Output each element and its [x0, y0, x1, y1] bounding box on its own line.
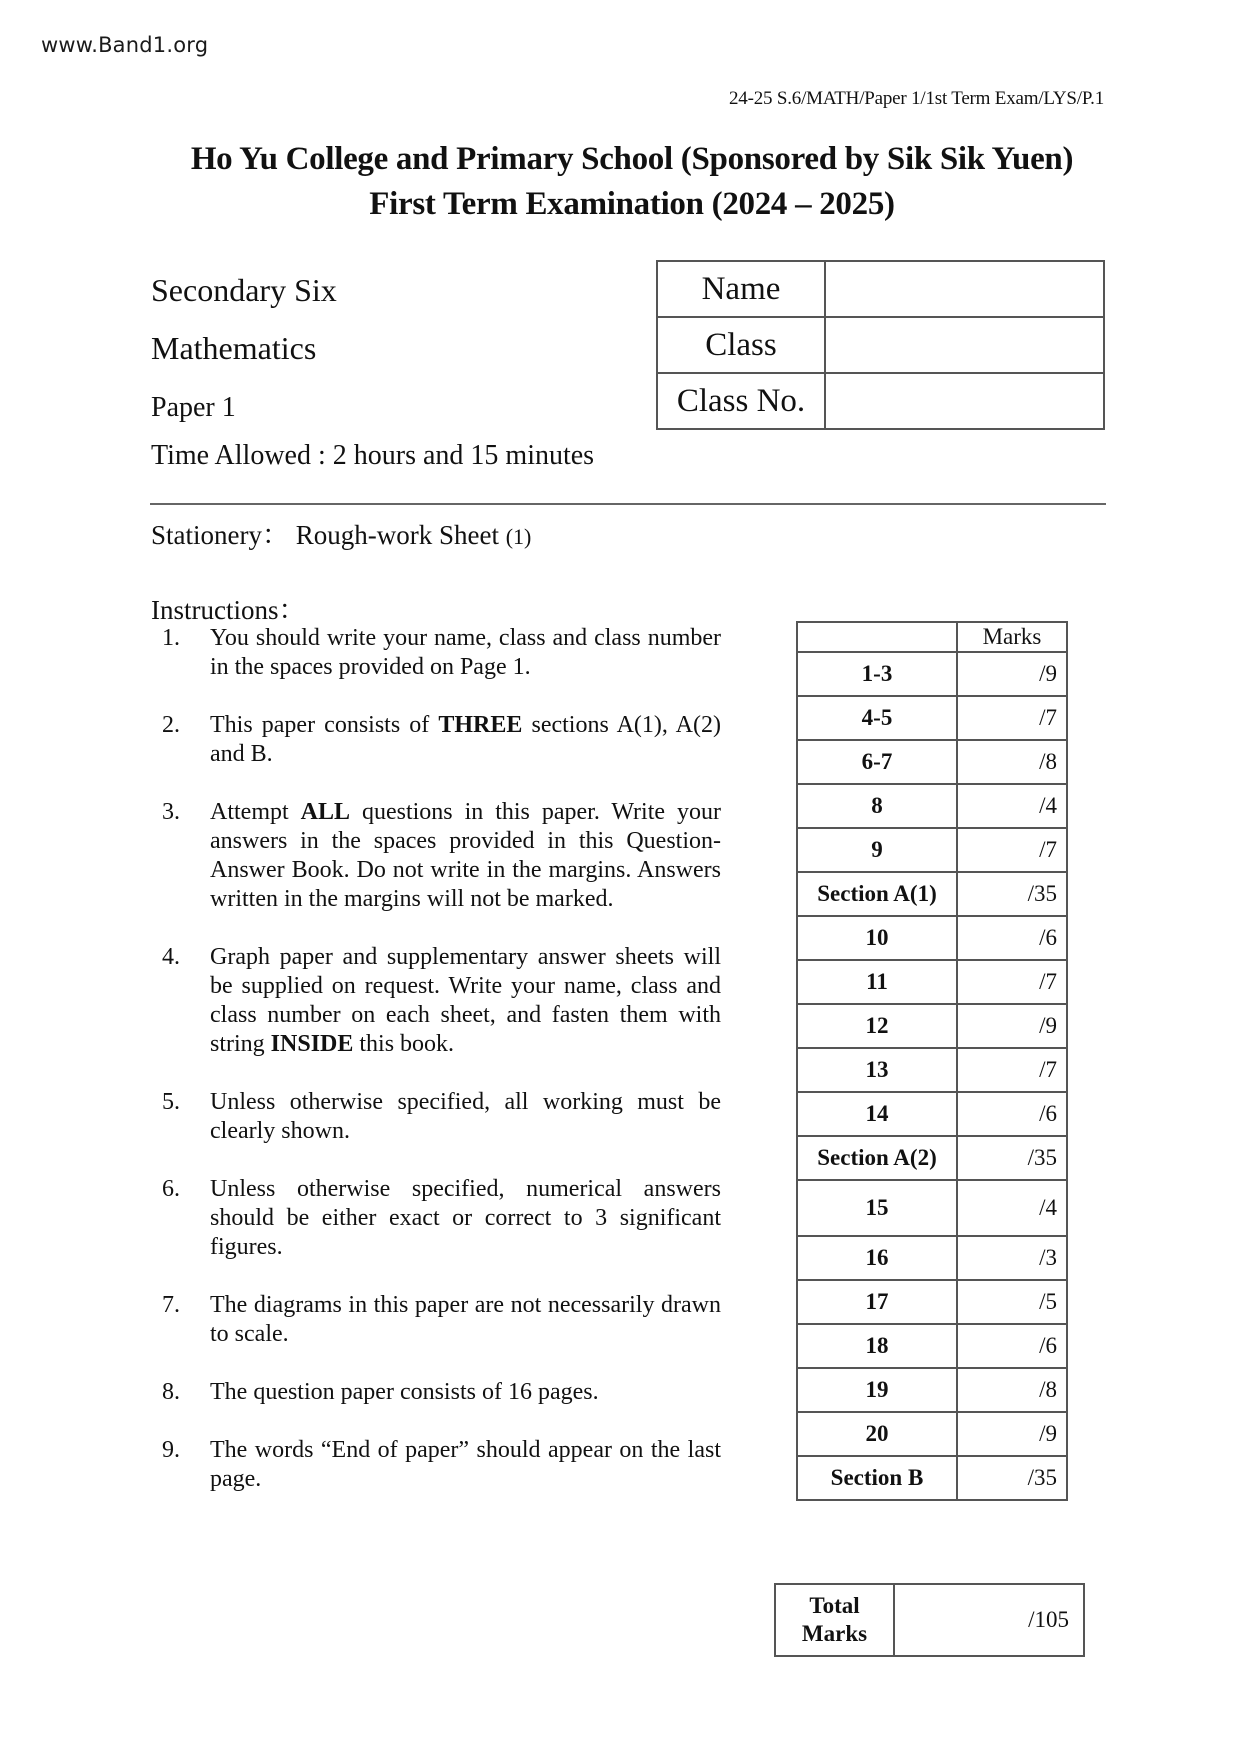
name-field[interactable]	[825, 261, 1104, 317]
question-cell: 20	[797, 1412, 957, 1456]
marks-row	[797, 872, 1067, 916]
marks-cell[interactable]: /7	[957, 1048, 1067, 1092]
question-cell: Section A(1)	[797, 872, 957, 916]
instruction-text	[210, 943, 721, 1059]
marks-cell[interactable]: /7	[957, 960, 1067, 1004]
instruction-number: 4.	[162, 944, 180, 970]
marks-row	[797, 1324, 1067, 1368]
marks-row	[797, 1004, 1067, 1048]
exam-title: First Term Examination (2024 – 2025)	[369, 186, 895, 222]
subject: Mathematics	[151, 330, 317, 366]
question-cell: Section B	[797, 1456, 957, 1500]
class-row	[657, 317, 1104, 373]
instruction-text	[210, 1378, 721, 1407]
total-marks-row	[775, 1584, 1084, 1656]
marks-row	[797, 696, 1067, 740]
marks-table	[796, 621, 1068, 1501]
marks-row	[797, 1048, 1067, 1092]
question-cell: 9	[797, 828, 957, 872]
instruction-number: 6.	[162, 1176, 180, 1202]
total-label-line1: Total	[809, 1593, 860, 1618]
instruction-number: 8.	[162, 1379, 180, 1405]
marks-row	[797, 960, 1067, 1004]
marks-cell[interactable]: /7	[957, 696, 1067, 740]
instruction-item	[151, 798, 721, 914]
question-header	[797, 622, 957, 652]
instruction-text	[210, 1436, 721, 1494]
question-cell: 12	[797, 1004, 957, 1048]
instruction-text	[210, 624, 721, 682]
total-marks-label	[775, 1584, 894, 1656]
class-label: Class	[657, 317, 825, 373]
marks-cell[interactable]: /3	[957, 1236, 1067, 1280]
text-run: The words “End of paper” should appear on the last page.	[210, 1437, 721, 1492]
question-cell: 16	[797, 1236, 957, 1280]
instruction-number: 3.	[162, 799, 180, 825]
instruction-number: 9.	[162, 1437, 180, 1463]
instruction-number: 1.	[162, 625, 180, 651]
instruction-item	[151, 624, 721, 682]
marks-row	[797, 652, 1067, 696]
emphasis-text: ALL	[300, 799, 350, 825]
instructions-title: Instructions：	[151, 595, 306, 625]
student-info-table	[656, 260, 1105, 430]
class-field[interactable]	[825, 317, 1104, 373]
paper-reference: 24-25 S.6/MATH/Paper 1/1st Term Exam/LYS/P.1	[728, 88, 1104, 109]
marks-cell[interactable]: /35	[957, 872, 1067, 916]
marks-cell[interactable]: /9	[957, 1412, 1067, 1456]
school-name: Ho Yu College and Primary School (Sponsored by Sik Sik Yuen)	[190, 141, 1074, 177]
total-marks-table	[774, 1583, 1085, 1657]
instruction-item	[151, 943, 721, 1059]
time-allowed: Time Allowed : 2 hours and 15 minutes	[151, 440, 595, 471]
instruction-item	[151, 1088, 721, 1146]
marks-cell[interactable]: /9	[957, 652, 1067, 696]
question-cell: 19	[797, 1368, 957, 1412]
instruction-text	[210, 1088, 721, 1146]
text-run: You should write your name, class and class number in the spaces provided on Page 1.	[210, 625, 721, 680]
question-cell: 18	[797, 1324, 957, 1368]
question-cell: 14	[797, 1092, 957, 1136]
text-run: questions in this paper. Write your answers in the spaces provided in this Question-Answer Book. Do not write in the margins. Answers written in the margins will not be marked.	[210, 799, 721, 912]
marks-row	[797, 1456, 1067, 1500]
marks-cell[interactable]: /8	[957, 1368, 1067, 1412]
text-run: This paper consists of	[210, 712, 439, 738]
class-no-row	[657, 373, 1104, 429]
marks-cell[interactable]: /5	[957, 1280, 1067, 1324]
class-no-label: Class No.	[657, 373, 825, 429]
marks-cell[interactable]: /35	[957, 1136, 1067, 1180]
question-cell: Section A(2)	[797, 1136, 957, 1180]
instruction-item	[151, 1436, 721, 1494]
stationery	[151, 513, 531, 552]
stationery-item: Rough-work Sheet	[288, 520, 506, 550]
marks-header: Marks	[957, 622, 1067, 652]
text-run: Unless otherwise specified, numerical answers should be either exact or correct to 3 significant figures.	[210, 1176, 721, 1260]
total-marks-value[interactable]: /105	[894, 1584, 1084, 1656]
marks-cell[interactable]: /9	[957, 1004, 1067, 1048]
text-run: Graph paper and supplementary answer sheets will be supplied on request. Write your name, class and class number on each sheet, and fasten them with string	[210, 944, 721, 1057]
instruction-item	[151, 1175, 721, 1262]
marks-cell[interactable]: /4	[957, 1180, 1067, 1236]
instruction-number: 5.	[162, 1089, 180, 1115]
stationery-count: (1)	[505, 524, 532, 549]
emphasis-text: INSIDE	[270, 1031, 354, 1057]
instruction-text	[210, 1291, 721, 1349]
instruction-number: 2.	[162, 712, 180, 738]
instruction-item	[151, 1378, 721, 1407]
marks-cell[interactable]: /4	[957, 784, 1067, 828]
level: Secondary Six	[151, 272, 337, 308]
watermark: www.Band1.org	[41, 33, 209, 57]
question-cell: 10	[797, 916, 957, 960]
marks-table-header	[797, 622, 1067, 652]
text-run: The question paper consists of 16 pages.	[210, 1379, 599, 1405]
marks-cell[interactable]: /6	[957, 1092, 1067, 1136]
instruction-text	[210, 711, 721, 769]
marks-row	[797, 1180, 1067, 1236]
marks-row	[797, 828, 1067, 872]
instruction-item	[151, 1291, 721, 1349]
marks-row	[797, 1092, 1067, 1136]
name-row	[657, 261, 1104, 317]
question-cell: 8	[797, 784, 957, 828]
name-label: Name	[657, 261, 825, 317]
text-run: this book.	[353, 1031, 455, 1057]
instruction-text	[210, 798, 721, 914]
instruction-item	[151, 711, 721, 769]
marks-cell[interactable]: /8	[957, 740, 1067, 784]
question-cell: 11	[797, 960, 957, 1004]
emphasis-text: THREE	[438, 712, 523, 738]
marks-cell[interactable]: /35	[957, 1456, 1067, 1500]
stationery-label: Stationery：	[151, 520, 289, 550]
question-cell: 17	[797, 1280, 957, 1324]
marks-cell[interactable]: /6	[957, 916, 1067, 960]
class-no-field[interactable]	[825, 373, 1104, 429]
marks-row	[797, 916, 1067, 960]
marks-cell[interactable]: /6	[957, 1324, 1067, 1368]
text-run: Attempt	[210, 799, 301, 825]
marks-row	[797, 1368, 1067, 1412]
question-cell: 15	[797, 1180, 957, 1236]
marks-row	[797, 1280, 1067, 1324]
marks-cell[interactable]: /7	[957, 828, 1067, 872]
instructions-list	[151, 624, 721, 1523]
divider	[150, 503, 1106, 505]
instruction-number: 7.	[162, 1292, 180, 1318]
text-run: The diagrams in this paper are not necessarily drawn to scale.	[210, 1292, 721, 1347]
paper-number: Paper 1	[151, 392, 236, 423]
marks-row	[797, 1412, 1067, 1456]
text-run: sections A(1), A(2) and B.	[210, 712, 721, 767]
instruction-text	[210, 1175, 721, 1262]
text-run: Unless otherwise specified, all working must be clearly shown.	[210, 1089, 721, 1144]
question-cell: 6-7	[797, 740, 957, 784]
marks-row	[797, 1136, 1067, 1180]
question-cell: 4-5	[797, 696, 957, 740]
marks-row	[797, 740, 1067, 784]
marks-row	[797, 784, 1067, 828]
total-label-line2: Marks	[801, 1621, 868, 1646]
marks-row	[797, 1236, 1067, 1280]
question-cell: 13	[797, 1048, 957, 1092]
question-cell: 1-3	[797, 652, 957, 696]
